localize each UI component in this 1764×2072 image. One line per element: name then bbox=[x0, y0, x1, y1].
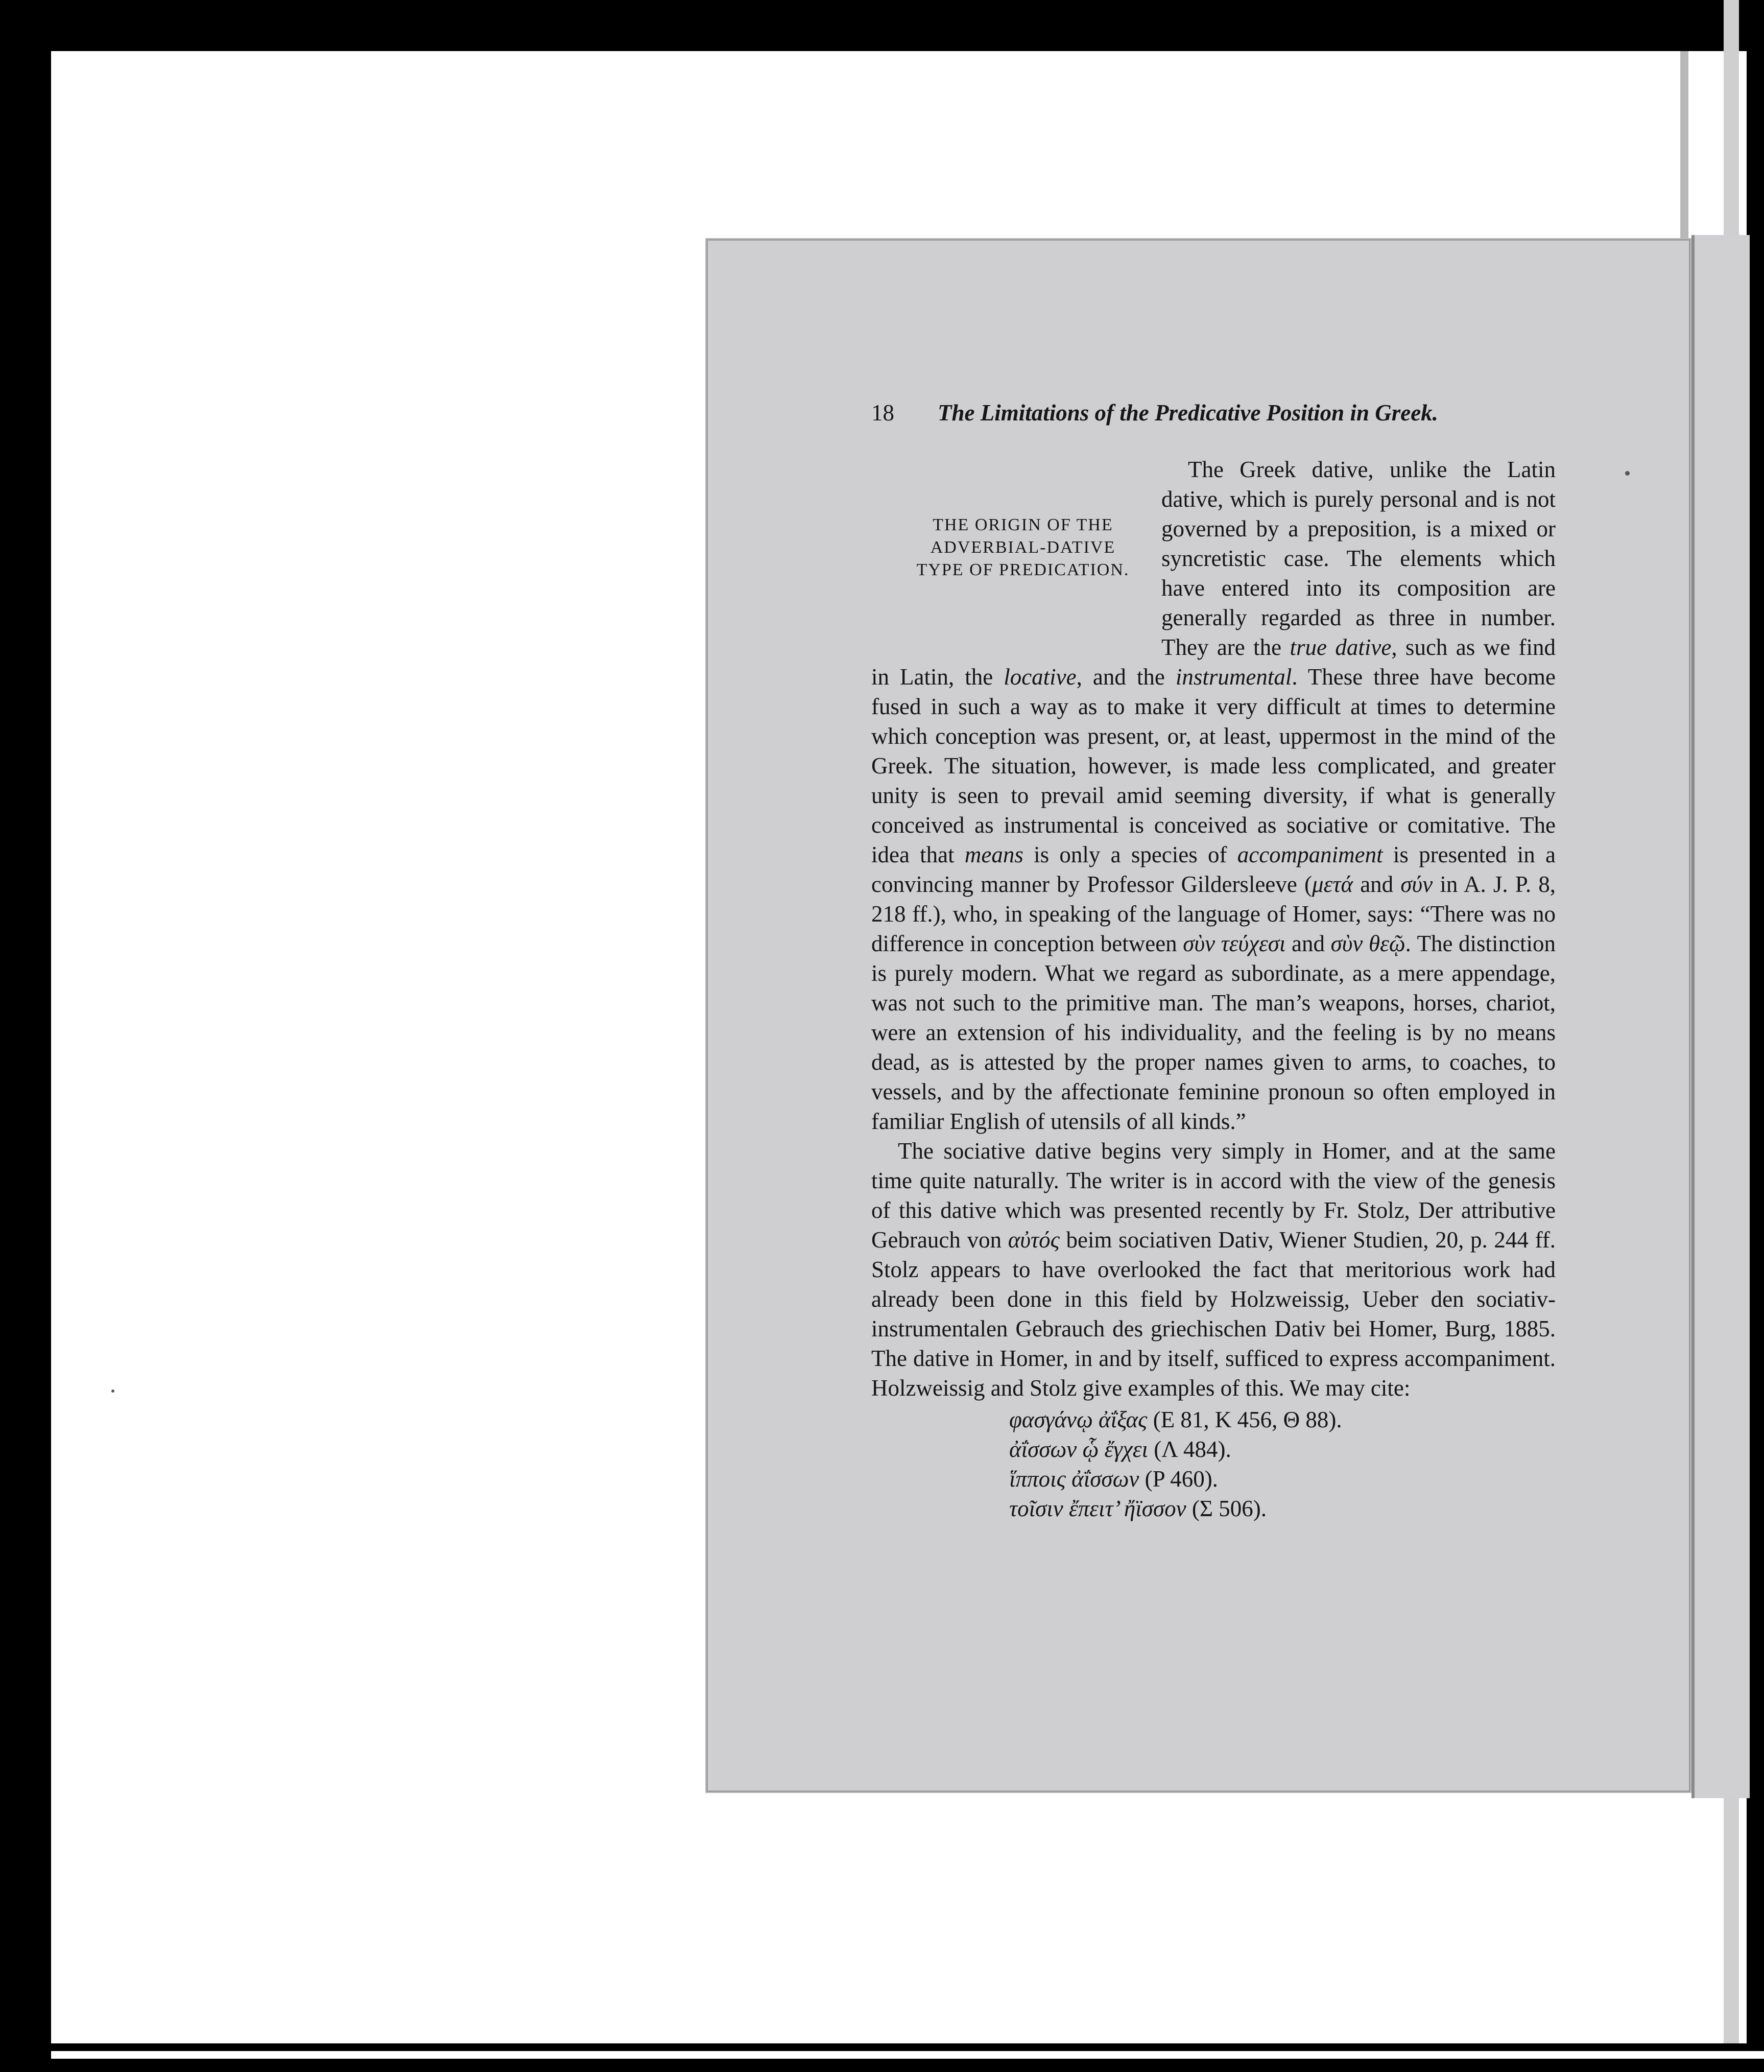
film-edge-strip bbox=[51, 2051, 1764, 2059]
text-run: and bbox=[1353, 872, 1401, 897]
text-run: is only a species of bbox=[1023, 842, 1237, 867]
citation-ref: (Λ 484). bbox=[1148, 1437, 1231, 1462]
greek-quote: ἵπποις ἀΐσσων bbox=[1009, 1466, 1139, 1492]
emphasis: true dative bbox=[1290, 634, 1392, 660]
side-heading bbox=[871, 514, 1148, 634]
greek-term: μετά bbox=[1312, 872, 1353, 897]
citation-line bbox=[1009, 1494, 1556, 1523]
page-body bbox=[871, 455, 1556, 1523]
text-run: . The distinction is purely modern. What we regard as subordinate, as a mere appendage, was not such to the primitive man. The man’s weapons, horses, chariot, were an extension of his individuality, and the feeling is by no means dead, as is attested by the proper names given to arms, to coaches, to vessels, and by the affectionate feminine pronoun so often employed in familiar English of utensils of all kinds.” bbox=[871, 931, 1556, 1134]
text-run: and bbox=[1285, 931, 1331, 956]
citation-line bbox=[1009, 1434, 1556, 1464]
film-edge-mark bbox=[1680, 51, 1688, 240]
emphasis: locative bbox=[1004, 664, 1077, 690]
side-heading-line: ADVERBIAL-DATIVE bbox=[930, 538, 1116, 557]
text-run: , and the bbox=[1076, 664, 1176, 690]
greek-term: σὺν θεῷ bbox=[1330, 931, 1405, 956]
citation-ref: (Σ 506). bbox=[1186, 1496, 1267, 1521]
greek-quote: ἀΐσσων ᾧ ἔγχει bbox=[1009, 1437, 1149, 1462]
citation-line bbox=[1009, 1464, 1556, 1494]
citation-ref: (E 81, K 456, Θ 88). bbox=[1147, 1407, 1342, 1432]
adjacent-page-edge bbox=[1691, 235, 1750, 1798]
greek-quote: φασγάνῳ ἀΐξας bbox=[1009, 1407, 1148, 1432]
greek-term: σύν bbox=[1400, 872, 1433, 897]
text-run: is presented in a convincing manner by Professor Gildersleeve ( bbox=[871, 842, 1556, 897]
emphasis: accompaniment bbox=[1237, 842, 1383, 867]
scan-speck bbox=[1625, 471, 1630, 476]
emphasis: means bbox=[964, 842, 1023, 867]
text-run: The sociative dative begins very simply in Homer, and at the same time quite naturally. The writer is in accord with the view of the genesis of this dative which was presented recently by Fr. Stolz, Der attributive Gebrauch von bbox=[871, 1138, 1556, 1253]
side-heading-line: THE ORIGIN OF THE bbox=[933, 515, 1113, 534]
page-header bbox=[871, 397, 1505, 428]
greek-term: αὐτός bbox=[1008, 1227, 1060, 1253]
paragraph-dative-origin bbox=[871, 455, 1556, 1136]
text-run: , such as we find in Latin, the bbox=[871, 634, 1556, 690]
running-head: The Limitations of the Predicative Position in Greek. bbox=[938, 400, 1438, 426]
film-border-top bbox=[0, 0, 1764, 51]
citation-list bbox=[1009, 1405, 1556, 1523]
paragraph-sociative-dative bbox=[871, 1136, 1556, 1403]
text-run: The Greek dative, unlike the Latin dative, which is purely personal and is not governed by a preposition, is a mixed or syncretistic case. The elements which have entered into its composition are generally regarded as three in number. They are the bbox=[1161, 457, 1556, 660]
scan-speck bbox=[111, 1390, 114, 1393]
greek-term: σὺν τεύχεσι bbox=[1183, 931, 1286, 956]
page-number: 18 bbox=[871, 400, 894, 426]
text-run: beim sociativen Dativ, Wiener Studien, 20, p. 244 ff. Stolz appears to have overlooked the fact that meritorious work had already been done in this field by Holzweissig, Ueber den sociativ-instrumentalen Gebrauch des griechischen Dativ bei Homer, Burg, 1885. The dative in Homer, in and by itself, sufficed to express accompaniment. Holzweissig and Stolz give examples of this. We may cite: bbox=[871, 1227, 1556, 1401]
text-run: in A. J. P. 8, 218 ff.), who, in speaking of the language of Homer, says: “There was no difference in conception between bbox=[871, 872, 1556, 956]
film-border-left bbox=[0, 0, 51, 2072]
side-heading-line: TYPE OF PREDICATION. bbox=[916, 560, 1130, 579]
citation-line bbox=[1009, 1405, 1556, 1434]
greek-quote: τοῖσιν ἔπειτ’ ἤϊσσον bbox=[1009, 1496, 1186, 1521]
text-run: . These three have become fused in such a way as to make it very difficult at times to determine which conception was present, or, at least, uppermost in the mind of the Greek. The situation, however, is made less complicated, and greater unity is seen to prevail amid seeming diversity, if what is generally conceived as instrumental is conceived as sociative or comitative. The idea that bbox=[871, 664, 1556, 867]
emphasis: instrumental bbox=[1175, 664, 1292, 690]
citation-ref: (P 460). bbox=[1139, 1466, 1218, 1492]
